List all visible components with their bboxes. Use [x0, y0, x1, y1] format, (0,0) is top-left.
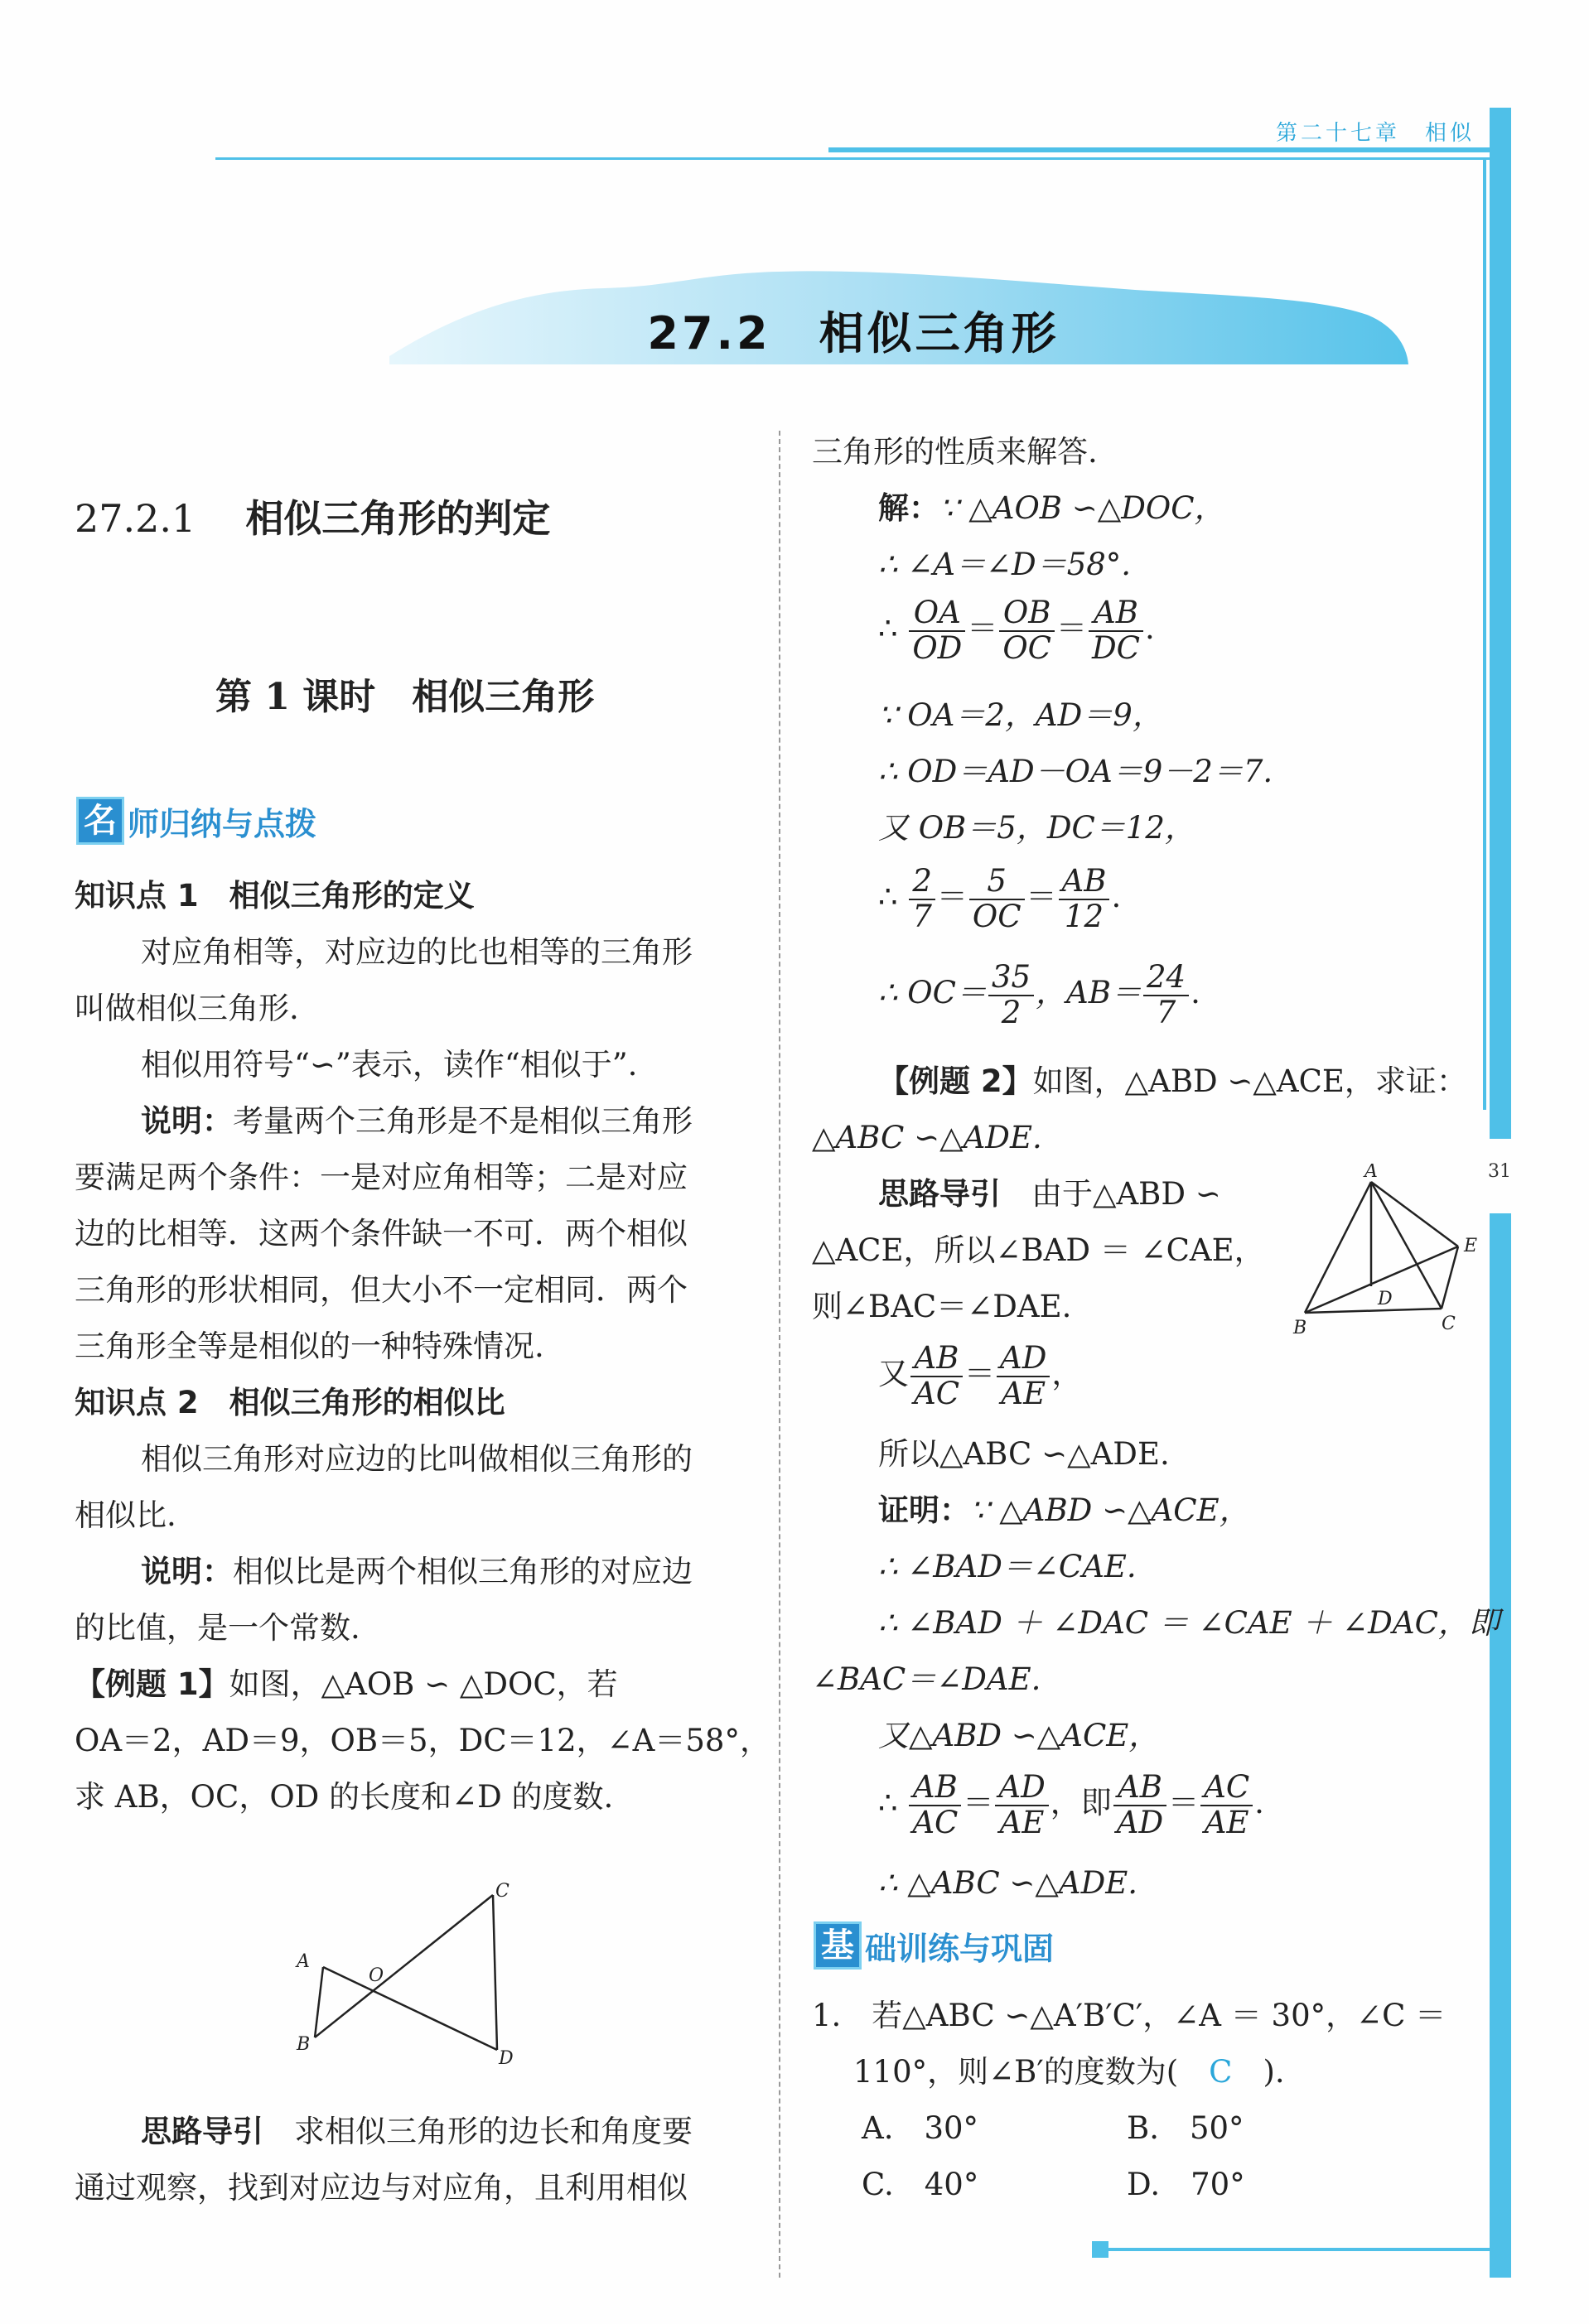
section-number: 27.2.1 [75, 496, 196, 541]
kp1-note-e: 三角形全等是相似的一种特殊情况. [75, 1328, 544, 1364]
fig1-label-B: B [297, 2034, 311, 2055]
kp1-note-c: 边的比相等．这两个条件缺一不可．两个相似 [75, 1216, 688, 1251]
ex2-hint-b: △ACE，所以∠BAD ＝ ∠CAE， [812, 1232, 1265, 1268]
ex2-proof-7: ∴ △ABC ∽△ADE. [878, 1865, 1138, 1901]
kp1-note-a: 说明：考量两个三角形是不是相似三角形 [141, 1103, 693, 1139]
fig2-label-B: B [1293, 1318, 1307, 1338]
example2-figure [1288, 1164, 1487, 1338]
chapter-header: 第二十七章 相似 [1276, 121, 1476, 146]
kp2-p1b: 相似比. [75, 1497, 176, 1533]
q1-option-d[interactable]: D. 70° [1127, 2167, 1245, 2202]
ex1-sol-4: ∵ OA＝2，AD＝9， [878, 697, 1163, 733]
page-edge-rule [1483, 157, 1486, 1110]
ex1-sol-7: ∴ $\frac{2}{7}$ ＝ $\frac{5}{OC}$ ＝ $\frac{AB}{12}$ . [878, 863, 1122, 934]
kp1-title: 知识点 1 相似三角形的定义 [75, 878, 475, 914]
section-title [75, 489, 550, 543]
fig1-line-AD [323, 1967, 497, 2050]
footer-square [1092, 2241, 1108, 2258]
ex1-line-a: 【例题 1】如图，△AOB ∽ △DOC，若 [75, 1666, 618, 1702]
ex1-sol-6: 又 OB＝5，DC＝12， [878, 810, 1195, 846]
ex2-proof-4: ∠BAC＝∠DAE. [812, 1661, 1041, 1697]
q1-line-a: 1. 若△ABC ∽△A′B′C′，∠A ＝ 30°，∠C ＝ [812, 1998, 1447, 2033]
page-number: 31 [1488, 1161, 1511, 1182]
ex2-line-a: 【例题 2】如图，△ABD ∽△ACE，求证： [878, 1063, 1467, 1099]
q1-option-c[interactable]: C. 40° [862, 2167, 979, 2202]
ex1-line-b: OA＝2，AD＝9，OB＝5，DC＝12，∠A＝58°， [75, 1723, 770, 1758]
fig2-label-A: A [1364, 1164, 1378, 1182]
ex1-hint-b: 通过观察，找到对应边与对应角，且利用相似 [75, 2170, 688, 2206]
lesson-title: 第 1 课时 相似三角形 [215, 676, 595, 718]
header-rule-thin [215, 157, 1491, 160]
kp1-p2: 相似用符号“∽”表示，读作“相似于”. [141, 1047, 638, 1082]
ex1-line-c: 求 AB，OC，OD 的长度和∠D 的度数. [75, 1779, 614, 1815]
ex2-hint-c: 则∠BAC＝∠DAE. [812, 1289, 1072, 1324]
fig2-label-D: D [1378, 1289, 1393, 1309]
teacher-summary-tag [76, 797, 316, 845]
ex1-hint-c: 三角形的性质来解答. [812, 434, 1098, 470]
tag2-rest: 础训练与巩固 [865, 1930, 1055, 1967]
ex1-sol-5: ∴ OD＝AD－OA＝9－2＝7. [878, 754, 1273, 789]
ex1-hint-a: 思路导引 求相似三角形的边长和角度要 [141, 2114, 693, 2149]
q1-option-b[interactable]: B. 50° [1127, 2110, 1244, 2146]
kp1-p1b: 叫做相似三角形. [75, 991, 299, 1026]
ex1-sol-2: ∴ ∠A＝∠D＝58°. [878, 547, 1132, 582]
basic-training-tag [814, 1921, 1054, 1970]
tag2-first-char: 基 [814, 1921, 862, 1970]
ex2-proof-2: ∴ ∠BAD＝∠CAE. [878, 1549, 1137, 1584]
ex2-hint-e: 所以△ABC ∽△ADE. [878, 1436, 1170, 1472]
ex1-sol-8: ∴ OC＝ $\frac{35}{2}$ ，AB＝ $\frac{24}{7}$ . [878, 959, 1200, 1030]
ex1-sol-3: ∴ $\frac{OA}{OD}$ ＝ $\frac{OB}{OC}$ ＝ $\frac{AB}{DC}$ . [878, 595, 1155, 666]
ex2-line-b: △ABC ∽△ADE. [812, 1120, 1042, 1155]
kp2-note-b: 的比值，是一个常数. [75, 1610, 360, 1646]
footer-rule [1108, 2248, 1490, 2251]
kp1-p1a: 对应角相等，对应边的比也相等的三角形 [141, 934, 693, 970]
fig1-label-A: A [297, 1951, 310, 1972]
q1-answer: C [1209, 2054, 1233, 2090]
kp2-note-a: 说明：相似比是两个相似三角形的对应边 [141, 1554, 693, 1589]
kp1-note-b: 要满足两个条件：一是对应角相等；二是对应 [75, 1160, 688, 1195]
fig1-label-C: C [495, 1881, 510, 1902]
tag-first-char: 名 [76, 797, 124, 845]
q1-option-a[interactable]: A. 30° [862, 2110, 979, 2146]
ex2-hint-d: 又 $\frac{AB}{AC}$ ＝ $\frac{AD}{AE}$ ， [878, 1340, 1083, 1411]
fig1-line-BC [315, 1895, 493, 2037]
section-name: 相似三角形的判定 [245, 496, 551, 541]
ex2-hint-a: 思路导引 由于△ABD ∽ [878, 1176, 1221, 1212]
header-rule [828, 147, 1491, 152]
ex2-proof-5: 又△ABD ∽△ACE， [878, 1718, 1160, 1753]
kp2-p1a: 相似三角形对应边的比叫做相似三角形的 [141, 1441, 693, 1477]
q1-line-b: 110°，则∠B′的度数为( C ). [853, 2054, 1285, 2090]
kp2-title: 知识点 2 相似三角形的相似比 [75, 1385, 505, 1420]
tag-rest: 师归纳与点拨 [128, 805, 317, 842]
column-divider [779, 431, 780, 2278]
example1-figure [282, 1872, 530, 2071]
ex1-sol-1: 解：∵ △AOB ∽△DOC， [878, 490, 1225, 526]
page-title: 27.2 相似三角形 [647, 307, 1060, 359]
ex2-proof-1: 证明：∵ △ABD ∽△ACE， [878, 1492, 1250, 1528]
ex2-proof-3: ∴ ∠BAD ＋ ∠DAC ＝ ∠CAE ＋ ∠DAC，即 [878, 1605, 1500, 1641]
fig2-label-C: C [1442, 1314, 1456, 1334]
kp1-note-d: 三角形的形状相同，但大小不一定相同．两个 [75, 1272, 688, 1308]
fig1-label-D: D [499, 2048, 514, 2069]
fig2-label-E: E [1464, 1236, 1478, 1256]
fig1-label-O: O [369, 1965, 384, 1986]
ex2-proof-6: ∴ $\frac{AB}{AC}$ ＝ $\frac{AD}{AE}$ ，即 $\frac{AB}{AD}$ ＝ $\frac{AC}{AE}$ . [878, 1769, 1264, 1840]
